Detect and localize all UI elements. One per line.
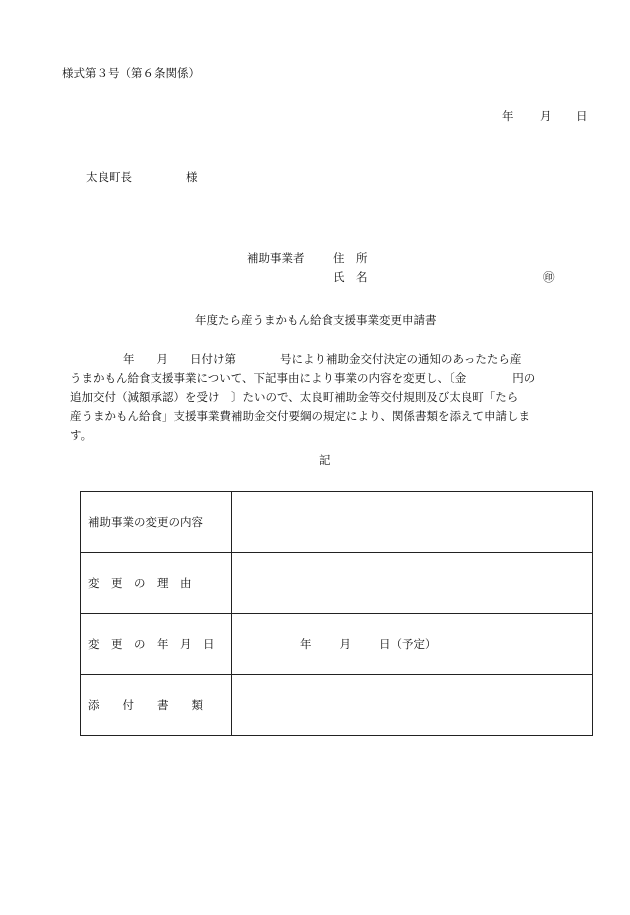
change-date-year: 年	[300, 637, 312, 651]
body-line-2: うまかもん給食支援事業について、下記事由により事業の内容を変更し、〔金 円の	[70, 371, 536, 385]
table-row	[81, 553, 593, 614]
date-month-label: 月	[540, 109, 552, 123]
addressee-name: 太良町長	[86, 170, 132, 184]
change-details-table	[80, 491, 593, 736]
row-value-change-date[interactable]	[232, 614, 593, 675]
body-date-ref: 日付け第	[190, 352, 236, 366]
row-label-change-date: 変 更 の 年 月 日	[81, 614, 232, 675]
change-date-day: 日（予定）	[379, 637, 437, 651]
body-line-4: 産うまかもん給食」支援事業費補助金交付要綱の規定により、関係書類を添えて申請しま	[70, 409, 530, 423]
row-label-change-reason: 変 更 の 理 由	[81, 553, 232, 614]
body-line-3: 追加交付（減額承認）を受け 〕たいので、太良町補助金等交付規則及び太良町「たら	[70, 390, 519, 404]
row-label-change-content: 補助事業の変更の内容	[81, 492, 232, 553]
body-line-1	[70, 350, 575, 369]
applicant-label: 補助事業者	[247, 251, 305, 265]
date-year-label: 年	[502, 109, 514, 123]
row-value-change-content[interactable]	[232, 492, 593, 553]
body-year: 年	[123, 352, 135, 366]
body-line1-tail: 号により補助金交付決定の通知のあったたら産	[280, 352, 522, 366]
ki-heading: 記	[319, 453, 331, 467]
form-number: 様式第３号（第６条関係）	[62, 66, 200, 80]
address-label: 住 所	[333, 251, 368, 265]
table-row	[81, 614, 593, 675]
table-row	[81, 492, 593, 553]
table-row	[81, 675, 593, 736]
row-label-attachments: 添 付 書 類	[81, 675, 232, 736]
body-month: 月	[156, 352, 168, 366]
body-line-5: す。	[70, 428, 93, 442]
change-date-month: 月	[339, 637, 351, 651]
row-value-attachments[interactable]	[232, 675, 593, 736]
seal-mark: ㊞	[543, 270, 555, 284]
name-label: 氏 名	[333, 270, 368, 284]
addressee-honorific: 様	[186, 170, 198, 184]
date-day-label: 日	[576, 109, 588, 123]
row-value-change-reason[interactable]	[232, 553, 593, 614]
document-title: 年度たら産うまかもん給食支援事業変更申請書	[195, 313, 437, 327]
body-paragraph	[70, 350, 575, 445]
